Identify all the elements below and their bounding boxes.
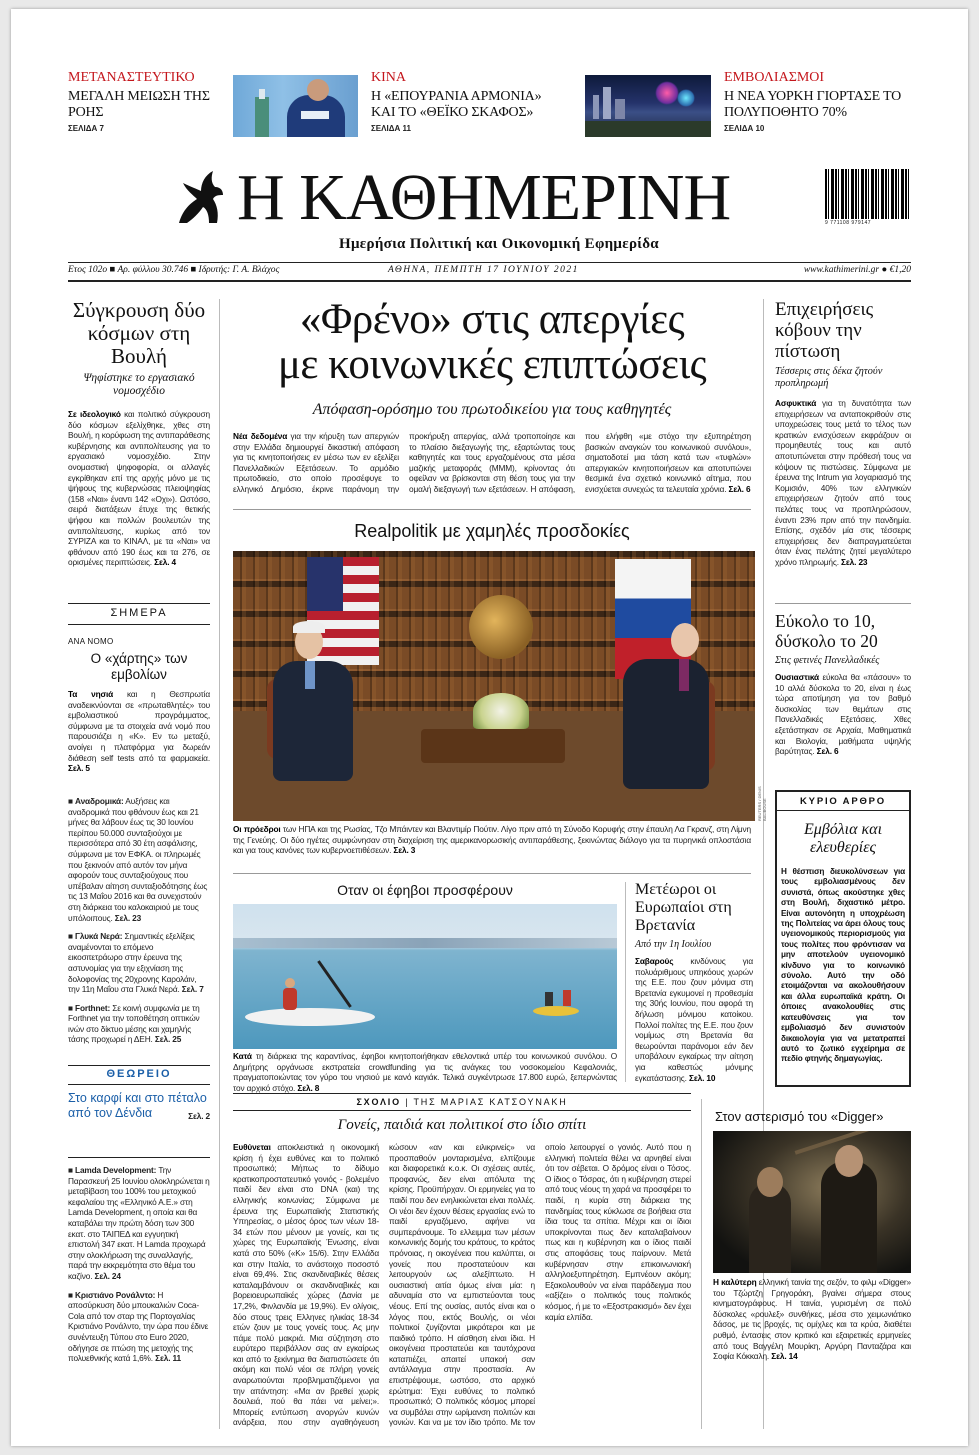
right-story-2[interactable] [775, 611, 911, 757]
dateline-website[interactable]: www.kathimerini.gr ● €1,20 [803, 265, 911, 275]
teaser-kicker: ΜΕΤΑΝΑΣΤΕΥΤΙΚΟ [68, 70, 195, 85]
teaser-headline: ΜΕΓΑΛΗ ΜΕΙΩΣΗ ΤΗΣ ΡΟΗΣ [68, 88, 210, 120]
theoreio-story[interactable] [68, 1091, 210, 1122]
theoreio-page[interactable]: Σελ. 2 [188, 1111, 210, 1121]
brief-body: Σημαντικές εξελίξεις αναμένονται το επόμενο εικοσιτετράωρο στην έρευνα της αστυνομίας για την εξιχνίαση της δολοφονίας της 20χρονης Καρολάιν, την 11η Μαΐου στα Γλυκά Νερά. [68, 931, 197, 995]
brief-page[interactable]: Σελ. 7 [181, 984, 204, 995]
section-label-theoreio: ΘΕΩΡΕΙΟ [106, 1068, 172, 1080]
photo2-title: Οταν οι έφηβοι προσφέρουν [337, 882, 513, 898]
right1-lead: Ασφυκτικά [775, 398, 817, 408]
right1-page[interactable]: Σελ. 23 [841, 556, 868, 567]
scholio-label: ΣΧΟΛΙΟ [356, 1097, 401, 1107]
brief-page[interactable]: Σελ. 25 [154, 1034, 182, 1045]
simera-page[interactable]: Σελ. 5 [68, 763, 90, 774]
digger-caption [713, 1277, 911, 1362]
brief-item[interactable]: ■ Αναδρομικά: Αυξήσεις και αναδρομικά που φθάνουν έως και 21 μήνες θα λάβουν έως τις 30 Ιουνίου περίπου 50.000 συνταξιούχοι με περισσότερα από 30 έτη ασφάλισης, σύμφωνα με τον ΕΦΚΑ. οι πληρωμές που ξεκινούν από αυτόν τον μήνα αφορούν τους συνταξιούχους που υπέβαλαν αίτηση συνταξιοδότησης έως τις 13 Μαΐου 2016 και θα συνεχιστούν στη διάρκεια του καλοκαιριού με τους υπόλοιπους. Σελ. 23 [68, 796, 208, 923]
digger-lead: Η καλύτερη [713, 1277, 757, 1287]
left-story-page[interactable]: Σελ. 4 [154, 557, 176, 568]
scholio-header: ΣΧΟΛΙΟ | ΤΗΣ ΜΑΡΙΑΣ ΚΑΤΣΟΥΝΑΚΗ [356, 1097, 568, 1107]
kayak-photo [233, 904, 617, 1049]
left-story[interactable] [68, 299, 210, 568]
photo2-lead: Κατά [233, 1051, 252, 1061]
photo1-title: Realpolitik με χαμηλές προσδοκίες [354, 521, 630, 541]
scholio-lead: Ευθύνεται [233, 1142, 271, 1152]
masthead-subtitle: Ημερήσια Πολιτική και Οικονομική Εφημερίδα [339, 236, 659, 252]
main-deck: Απόφαση-ορόσημο του πρωτοδικείου για τους καθηγητές [312, 401, 672, 418]
barcode-number: 9 771108 979147 [825, 220, 872, 226]
brief-page[interactable]: Σελ. 23 [114, 912, 142, 923]
main-body-text: για την κήρυξη των απεργιών στην Ελλάδα δημιουργεί δικαστική απόφαση για τις κινητοποιήσεις εν μέσω των εν εξελίξει Πανελλαδικών Εξετάσεων. Το αρμόδιο πρωτοδικείο, στο οποίο προσέφυγε το ελληνικό Δημόσιο, έκρινε παράνομη την προκήρυξη απεργίας, αλλά τροποποίησε και το πλαίσιο διεξαγωγής της, εξαρτώντας τους καθηγητές και τους εργαζομένους στα μέσα μαζικής μεταφοράς (ΜΜΜ), κρίνοντας ότι οφείλαν να βρίσκονται στη θέση τους για την ομαλή διεξαγωγή των εξετάσεων. Η απόφαση, που ελήφθη «με στόχο την εξυπηρέτηση βασικών αναγκών του κοινωνικού συνόλου», σηματοδοτεί μια τάση κατά των «τυφλών» απεργιακών κινητοποιήσεων και αποτυπώνει θεσμικά ένα σχετικό κοινωνικό αίτημα, που ενισχύεται συνεχώς τα τελευταία χρόνια. [233, 431, 751, 494]
digger-caption-text: ελληνική ταινία της σεζόν, το φιλμ «Digger» του Τζώρτζη Γρηγοράκη, βγαίνει σήμερα στους κινηματογράφους. Η ταινία, γυρισμένη σε πολύ δύσκολες «ρουλεξ» συνθήκες, μέσα στο χειμωνιάτικο δάσος, με τις βροχές, τις ομίχλες και τα κρύα, διαθέτει ρυθμό, έντασεις στον κριτικό και εξαιρετικές ερμηνείες από τους Βαγγέλη Μουρίκη, Αργύρη Πανταζάρα και Σοφία Κόκκαλη. [713, 1277, 911, 1362]
main-body [233, 431, 751, 503]
editorial-headline: Εμβόλια και ελευθερίες [803, 821, 883, 856]
photo1-lead: Οι πρόεδροι [233, 824, 281, 834]
photo2-caption-text: τη διάρκεια της καραντίνας, έφηβοι κινητοποιήθηκαν εθελοντικά υπέρ του κοινωνικού συνόλου. Ο Δημήτρης οργάνωσε εκστρατεία crowdfunding για τις ανάγκες του νοσοκομείου Κεφαλονιάς, πραγματοποιώντας τον γύρο του νησιού με κανό καγιάκ. Τελικά συγκέντρωσε 17.800 ευρώ, ξεπερνώντας τον αρχικό στόχο. [233, 1051, 617, 1093]
left-story-sub: Ψηφίστηκε το εργασιακό νομοσχέδιο [83, 372, 195, 397]
brief-body: Την Παρασκευή 25 Ιουνίου ολοκληρώνεται η μεταβίβαση του 100% του μετοχικού κεφαλαίου της «Ελληνικό Α.Ε.» στη Lamda Development, η οποία και θα καταβάλει την πρώτη δόση των 300 εκατ. στο ΤΑΙΠΕΔ και εγγυητική επιστολή 347 εκατ. Η Lamda προχωρά στην ολοκλήρωση της συναλλαγής, παρά την εκκρεμότητα στο θέμα του καζίνο. [68, 1165, 210, 1281]
right2-page[interactable]: Σελ. 6 [816, 746, 839, 757]
brief-body: Η αποσύρκυση δύο μπουκαλιών Coca-Cola από τον σταρ της Πορτογαλίας Κριστιάνο Ρονάλντο, την ώρα που έδινε συνέντευξη Τύπου στο Euro 2020, οδήγησε σε πτώση της μετοχής της πολυεθνικής κατά 1,6%. [68, 1289, 209, 1364]
metewroi-page[interactable]: Σελ. 10 [688, 1072, 716, 1083]
newspaper-front-page [11, 9, 968, 1446]
left-story-body: και πολιτικό σύγκρουση δύο κόσμων εξελίχθηκε, χθες στη Βουλή, η κορύφωση της αντιπαράθεσης κυβέρνησης και αντιπολίτευσης για το εργασιακό νομοσχέδιο. Στην ονομαστική ψηφοφορία, οι αλλαγές εγκρίθηκαν επί της αρχής μόνο με τις ψήφους της κυβερνώσας πλειοψηφίας (158 «Ναι» έναντι 142 «Οχι»). Ωστόσο, σειρά διατάξεων έτυχε της θετικής ψήφου και πολλών βουλευτών της αντιπολίτευσης, κυρίως από τον ΣΥΡΙΖΑ και το ΚΙΝΑΛ, με τα «Ναι» να φθάνουν από 190 έως και τα 276, σε ορισμένες περιπτώσεις. [68, 409, 210, 568]
photo1-page[interactable]: Σελ. 3 [393, 845, 416, 856]
barcode [825, 169, 911, 229]
photo2-page[interactable]: Σελ. 8 [297, 1082, 320, 1093]
metewroi-headline: Μετέωροι οι Ευρωπαίοι στη Βρετανία [635, 881, 732, 934]
photo1-caption-text: των ΗΠΑ και της Ρωσίας, Τζο Μπάιντεν και Βλαντιμίρ Πούτιν. Λίγο πριν από τη Σύνοδο Κορυφής στην έπαυλη Λα Γκρανζ, στη Λίμνη της Γενεύης. Οι δύο ηγέτες συμφώνησαν στη διαχείριση της αμερικανορωσικής αντιπαράθεσης, ξεκινώντας διάλογο για τα πυρηνικά οπλοστάσια και για τους κανόνες των κυβερνοεπιθέσεων. [233, 824, 751, 856]
teaser-newyork-photo [585, 75, 711, 137]
right2-body: εύκολα θα «πάσουν» το 10 αλλά δύσκολα το 20, είναι η έως τώρα αποτίμηση για τον βαθμό δυσκολίας των θεμάτων στις Πανελλαδικές Εξετάσεις. Χθες εξετάστηκαν σε Αρχαία, Μαθηματικά και Βιολογία, μαθήματα υψηλής βαρύτητας. [775, 672, 911, 757]
editorial-body: Η θέσπιση διευκολύνσεων για τους εμβολιασμένους δεν συνιστά, όπως ακούστηκε χθες στη Βουλή, διχαστικό μέτρο. Είναι αυτονόητη η υποχρέωση της Πολιτείας να άρει όλους τους υγειονομικούς περιορισμούς για τους πολίτες που φρόντισαν να μην αποτελούν υγειονομικό κίνδυνο για το κοινωνικό σύνολο. Αυτό την οδό ετοιμάζονται να ακολουθήσουν και άλλα ευρωπαϊκά κράτη. Οι όποιες ανακολουθίες στις κατευθύνσεις για τον εμβολιασμό δεν συνιστούν δικαιολογία για να μετατραπεί αυτό το ζωτικό εγχείρημα σε πεδίο φτηνής δημαγωγίας. [781, 867, 905, 1064]
right1-headline: Επιχειρήσεις κόβουν την πίστωση [775, 299, 874, 362]
brief-lead: Αναδρομικά: [75, 796, 124, 806]
right2-headline: Εύκολο το 10, δύσκολο το 20 [775, 611, 878, 651]
brief-lead: Lamda Development: [75, 1165, 157, 1175]
brief-item[interactable]: ■ Κριστιάνο Ρονάλντο: Η αποσύρκυση δύο μπουκαλιών Coca-Cola από τον σταρ της Πορτογαλίας Κριστιάνο Ρονάλντο, την ώρα που έδινε συνέντευξη Τύπου στο Euro 2020, οδήγησε σε πτώση της μετοχής της πολυεθνικής κατά 1,6%. Σελ. 11 [68, 1289, 209, 1364]
griffin-logo-icon [173, 169, 225, 225]
right-story-1[interactable] [775, 299, 911, 568]
teaser-kicker: ΚΙΝΑ [371, 70, 406, 85]
main-headline-line1: «Φρένο» στις απεργίες [299, 296, 685, 343]
brief-lead: Γλυκά Νερά: [75, 931, 123, 942]
metewroi-story[interactable] [635, 881, 753, 1083]
right1-body: για τη δυνατότητα των επιχειρήσεων να ανταποκριθούν στις υποχρεώσεις τους μετά το τέλος των κρατικών ενισχύσεων εκφράζουν οι προμηθευτές τους και αυτό αποτυπώνεται στην πρόθεσή τους να κόψουν τις πιστώσεις. Σύμφωνα με έρευνα της Intrum για λογαριασμό της Κομισιόν, 40% των ελληνικών επιχειρήσεων ζητούν από τους πελάτες τους να προπληρώσουν, έναντι 23% πριν από την πανδημία. Επίσης, σχεδόν μία στις τέσσερις επιχειρήσεις δεν διαπραγματεύεται όταν ένας πελάτης ζητεί μεγαλύτερο χρόνο πληρωμής. [775, 398, 911, 567]
teaser-vaccination[interactable] [724, 71, 924, 133]
main-headline-line2: με κοινωνικές επιπτώσεις [277, 341, 707, 388]
right2-sub: Στις φετινές Πανελλαδικές [775, 655, 880, 666]
photo1-caption [233, 824, 751, 856]
left-story-headline: Σύγκρουση δύο κόσμων στη Βουλή [72, 298, 206, 368]
right1-sub: Τέσσερις στις δέκα ζητούν προπληρωμή [775, 366, 883, 389]
scholio-byline: ΤΗΣ ΜΑΡΙΑΣ ΚΑΤΣΟΥΝΑΚΗ [413, 1097, 568, 1107]
simera-story[interactable] [68, 637, 210, 774]
simera-kicker: ΑΝΑ ΝΟΜΟ [68, 637, 114, 646]
brief-item[interactable]: ■ Forthnet: Σε κοινή συμφωνία με τη Forthnet για την τοποθέτηση οπτικών ινών στο δίκτυο μέσης και χαμηλής τάσης προχωρεί η ΔΕΗ. Σελ. 25 [68, 1002, 200, 1045]
brief-page[interactable]: Σελ. 11 [155, 1353, 181, 1364]
simera-body: και η Θεσπρωτία αναδεικνύονται σε «πρωταθλητές» του εμβολιαστικού προγράμματος, σύμφωνα με τα στοιχεία ανά νομό που παρουσιάζει η «Κ». Εν τω μεταξύ, ανοίγει η πλατφόρμα για δωρεάν διάθεση self tests από τα φαρμακεία. [68, 689, 211, 763]
digger-photo [713, 1131, 911, 1273]
brief-body: Σε κοινή συμφωνία με τη Forthnet για την τοποθέτηση οπτικών ινών στο δίκτυο μέσης και χαμηλής τάσης προχωρεί η ΔΕΗ. [68, 1002, 200, 1045]
scholio-headline: Γονείς, παιδιά και πολιτικοί στο ίδιο σπίτι [337, 1117, 587, 1133]
teaser-page: ΣΕΛΙΔΑ 7 [68, 123, 104, 133]
teaser-kicker: ΕΜΒΟΛΙΑΣΜΟΙ [724, 70, 825, 85]
teaser-china[interactable] [371, 71, 561, 133]
teaser-migration[interactable] [68, 71, 218, 133]
left-briefs-2 [68, 1165, 210, 1364]
dateline-issue: Ετος 102ο ■ Αρ. φύλλου 30.746 ■ Ιδρυτής: Γ. Α. Βλάχος [68, 265, 280, 275]
digger-title: Στον αστερισμό του «Digger» [715, 1109, 884, 1124]
teaser-china-photo [233, 75, 358, 137]
photo1-credit: REUTERS / DENIS BALIBOUSE [757, 786, 767, 821]
simera-lead: Τα νησιά [68, 689, 114, 699]
digger-page[interactable]: Σελ. 14 [771, 1351, 798, 1362]
right2-lead: Ουσιαστικά [775, 672, 819, 682]
teaser-headline: Η «ΕΠΟΥΡΑΝΙΑ ΑΡΜΟΝΙΑ» ΚΑΙ ΤΟ «ΘΕΪΚΟ ΣΚΑΦΟΣ» [371, 88, 542, 120]
editorial-label: ΚΥΡΙΟ ΑΡΘΡΟ [777, 792, 909, 811]
teaser-headline: Η ΝΕΑ ΥΟΡΚΗ ΓΙΟΡΤΑΣΕ ΤΟ ΠΟΛΥΠΟΘΗΤΟ 70% [724, 88, 902, 120]
brief-page[interactable]: Σελ. 24 [94, 1270, 121, 1281]
main-headline[interactable] [233, 297, 751, 387]
left-story-lead: Σε ιδεολογικό [68, 409, 121, 419]
left-briefs [68, 796, 210, 1045]
simera-headline: Ο «χάρτης» των εμβολίων [90, 651, 188, 682]
masthead-title: Η ΚΑΘΗΜΕΡΙΝΗ [237, 161, 731, 234]
theoreio-headline: Στο καρφί και στο πέταλο από τον Δένδια [68, 1091, 207, 1120]
brief-lead: Κριστιάνο Ρονάλντο: [75, 1289, 156, 1300]
photo2-caption [233, 1051, 617, 1093]
main-lead: Νέα δεδομένα [233, 431, 288, 441]
brief-item[interactable]: ■ Γλυκά Νερά: Σημαντικές εξελίξεις αναμένονται το επόμενο εικοσιτετράωρο στην έρευνα της αστυνομίας για την εξιχνίαση της δολοφονίας της 20χρονης Καρολάιν, την 11η Μαΐου στα Γλυκά Νερά. Σελ. 7 [68, 931, 204, 995]
scholio-body-text: αποκλειστικά η οικονομική κρίση ή έχει ευθύνες και το πολιτικό προσωπικό; Μήπως το δίδυμο κρατικοπροστατευτικό γονιός - βολεμένο παιδί δεν είναι στο DNA (και) της ελληνικής κοινωνίας; Σύμφωνα με έρευνα της Ευρωπαϊκής Στατιστικής Υπηρεσίας, ο μέσος όρος των νέων 18-34 ετών που μένουν με γονείς, και τις χώρες της Ευρωπαϊκής Ένωσης, είναι κατά στο 50% («Κ» 15/6). Στην Ελλάδα και στην Ιταλία, το ανάστοιχο ποσοστό είναι 69,4%. Στις σκανδιναβικές θέσεις καταλαμβάνουν οι σκανδιναβικές και βορειοευρωπαϊκές χώρες (Δανία με 17,2%, Φινλανδία με 19,9%). Εν ολίγοις, δύο στους τρεις Ελληνες ηλικίας 18-34 ετών ζουν με τους γονείς τους. Ας μην πάμε πολύ μακριά. Μια σύζητηση στο ευρύτερο περιβάλλον σας αν εγκαίρως και από το ξεκίνημα θα διαπιστώσετε ότι ακόμη και πολύ νέοι σε πλήρη γονείς αναρωτιούνται προβληματιζόμενοι για την απάντηση: «Μα αν βρεθεί χωρίς δουλειά, πού θα πάει να μείνει;». Μπορείς εντύπωση ανοργών κυνών ανάρξεια, που στην αγαθηόγευση κώσουν «αν και ειλικρινείς» να προσπαθούν μονταρισμένα, ελπίζουμε και διαφορετικά κ.ο.κ. Οι σχέσεις αυτές, προφανώς, δεν είναι απόλυτα της κρίσης. Προϋπήρχαν. Οι ερμηνείες για το παιδί που δεν ενηλικιώνεται είναι πολλές. Οι νέοι δεν έχουν θέσεις εργασίας ενώ το παιδί εργαζόμενο, αφήνει να συμπεράνουμε. Το ελλειμμα των μέσων κοινωνικής δομής του κράτους, το κράτος πρόνοιας, η οικογένεια που καλύπτει, οι γονείς που προστατεύουν και λειτουργούν ως αλεξίπτωτο. Η ουσιαστική αιτία όμως είναι μία: η αδυναμία στο να εμπιστεύονται τους νέους. Επί της ουσίας, αυτός είναι και ο λόγος που, εκτός Βουλής, οι νέοι πολιτικοί ζυγίζονται μικρότεροι και με παιδικό τρόπο. Η αίσθηση είναι ίδια. Η οικογένεια προστατεύει και ταυτόχρονα καταπιέζει, απαιτεί υπακοή σαν αντάλλαγμα στην προστασία. Αν επιστρέψουμε, ωστόσο, στο αρχικό ερώτημα: Έχει ευθύνες το πολιτικό προσωπικό; Ο πολιτικός κόσμος μπορεί να συμβάλει στην ωρίμανση πολιτών και γονιών. Και να με τον ίδιο τρόπο. Με τον οποίο λειτουργεί ο γονιός. Αυτό που η ελληνική πολιτεία θέλει να αρνηθεί είναι ότι τον σέβεται. Ο δρόμος είναι ο Τόσος. Ο ίδιος ο Τόσρας, ότι η κυβέρνηση στερεί από τους νέους τη χαρά να προσφέρει το παιδί, η κυρία στη διάρκεια της πανδημίας τους κύκλωσε σε βοήθεια στα ίδια τους τα σπίτια. Μέχρι και οι ίδιοι υποκρίνονται πως δεν καταλαβαίνουν πως και η κυβέρνηση και ο ίδιος παιδί στις αποφάσεις τους παίρνουν. Μετά κυβέρνησαν στην επικοινωνιακή αλληλοεξυπηρέτηση. Εμπνέουν ακόμη; Εξακολουθούν να είναι παράδειγμα που «αξίζει» ο πολιτικός τους πολιτικός κόσμος, ή με το «Εξοστρακισμό» δεν έχει καμία ελπίδα. [233, 1142, 691, 1428]
metewroi-lead: Σαβαρούς [635, 956, 674, 966]
teaser-page: ΣΕΛΙΔΑ 10 [724, 123, 765, 133]
brief-item[interactable]: ■ Lamda Development: Την Παρασκευή 25 Ιουνίου ολοκληρώνεται η μεταβίβαση του 100% του μετοχικού κεφαλαίου της «Ελληνικό Α.Ε.» στη Lamda Development, η οποία και θα καταβάλει την πρώτη δόση των 300 εκατ. στο ΤΑΙΠΕΔ και εγγυητική επιστολή 347 εκατ. Η Lamda προχωρά στην ολοκλήρωση της συναλλαγής, παρά την εκκρεμότητα στο θέμα του καζίνο. Σελ. 24 [68, 1165, 210, 1281]
summit-photo [233, 551, 755, 821]
brief-lead: Forthnet: [75, 1002, 111, 1013]
metewroi-body: κινδύνους για πολυάριθμους υπηκόους χωρών της Ε.Ε. που ζουν μόνιμα στη Βρετανία εγκυμονεί η προθεσμία της 30ής Ιουνίου, που αφορά τη δήλωση μόνιμου κατοίκου. Πολλοί πολίτες της Ε.Ε. που ζουν νομίμως στη Βρετανία θα θεωρούνται παράνομοι εάν δεν υποβάλουν εγκαίρως την αίτηση για καθεστώς μόνιμης εγκατάστασης. [635, 956, 753, 1083]
metewroi-sub: Από την 1η Ιουλίου [635, 939, 712, 950]
teaser-page: ΣΕΛΙΔΑ 11 [371, 123, 411, 133]
scholio-body [233, 1142, 691, 1430]
dateline [68, 265, 911, 279]
dateline-date: ΑΘΗΝΑ, ΠΕΜΠΤΗ 17 ΙΟΥΝΙΟΥ 2021 [388, 265, 579, 275]
section-label-today: ΣΗΜΕΡΑ [110, 607, 168, 619]
main-page[interactable]: Σελ. 6 [728, 483, 751, 494]
brief-body: Αυξήσεις και αναδρομικά που φθάνουν έως και 21 μήνες θα λάβουν έως τις 30 Ιουνίου περίπου 50.000 συνταξιούχοι με περισσότερα από 30 έτη ασφάλισης, σύμφωνα με τον ΕΦΚΑ. οι πληρωμές που ξεκινούν από αυτόν τον μήνα αφορούν τους συνταξιούχους που υπέβαλαν αίτηση συνταξιοδότησης έως τις 13 Μαΐου 2016 και θα συνεχιστούν στη διάρκεια του καλοκαιριού με τους υπόλοιπους. [68, 796, 208, 923]
editorial-box[interactable] [775, 790, 911, 1087]
